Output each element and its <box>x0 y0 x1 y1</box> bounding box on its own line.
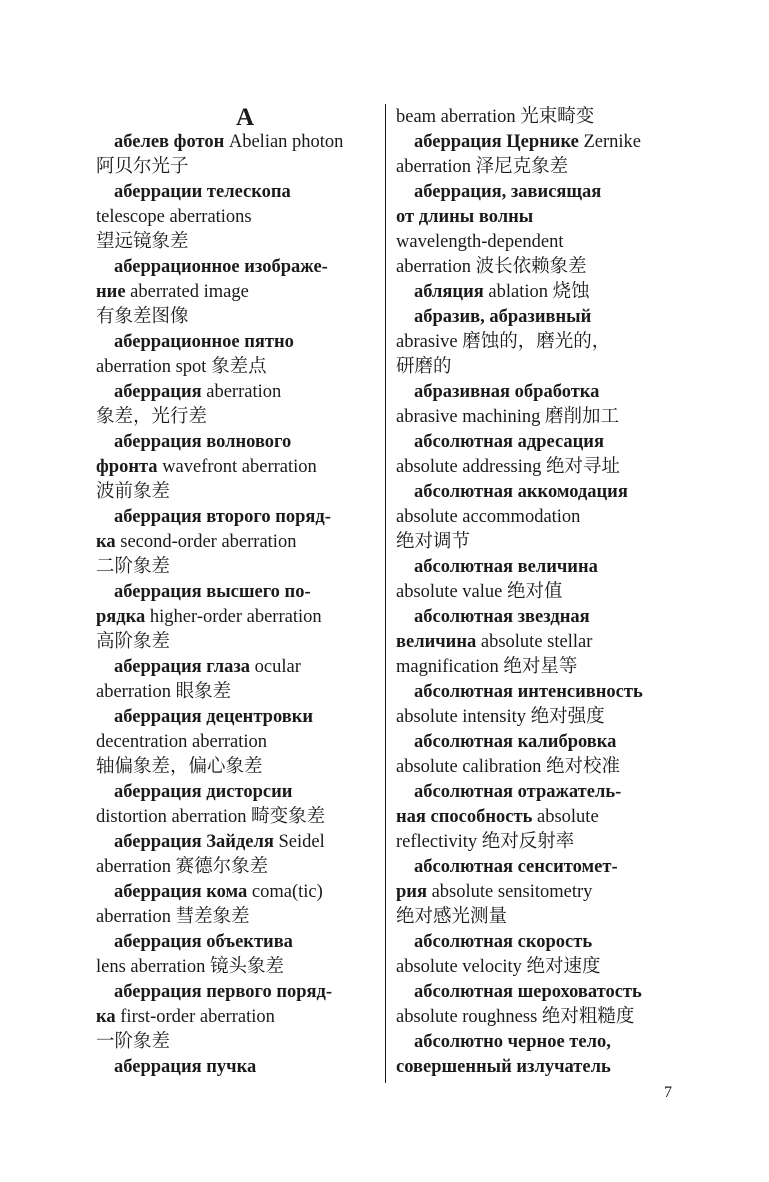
entry-line <box>396 455 686 480</box>
translation: magnification 绝对星等 <box>396 657 578 677</box>
headword: аберрация первого поряд- <box>114 982 333 1002</box>
entry-line <box>96 630 378 655</box>
entry-line <box>396 1055 686 1080</box>
headword: ка <box>96 1007 116 1027</box>
translation: 一阶象差 <box>96 1032 171 1052</box>
entry-line <box>96 905 378 930</box>
headword: абсолютная адресация <box>414 432 604 452</box>
headword: рядка <box>96 607 146 627</box>
headword: абсолютная скорость <box>414 932 593 952</box>
page-number: 7 <box>664 1084 672 1101</box>
entry-line <box>96 680 378 705</box>
entry-line <box>96 380 378 405</box>
entry-line <box>96 655 378 680</box>
entry-line <box>96 955 378 980</box>
headword: абсолютная величина <box>414 557 598 577</box>
entry-line <box>396 105 686 130</box>
entry-line <box>96 155 378 180</box>
translation: absolute addressing 绝对寻址 <box>396 457 621 477</box>
translation: absolute intensity 绝对强度 <box>396 707 605 727</box>
entry-line <box>96 1030 378 1055</box>
headword: абсолютно черное тело, <box>414 1032 611 1052</box>
entry-line <box>396 130 686 155</box>
headword: аберрация Зайделя <box>114 832 274 852</box>
translation: Zernike <box>578 132 642 152</box>
entry-line <box>396 505 686 530</box>
headword: аберрация, зависящая <box>414 182 602 202</box>
entry-line <box>396 530 686 555</box>
entry-line <box>396 255 686 280</box>
entry-line <box>96 880 378 905</box>
entry-line <box>396 280 686 305</box>
translation: lens aberration 镜头象差 <box>96 957 285 977</box>
translation: aberration 彗差象差 <box>96 907 250 927</box>
translation: aberration 波长依赖象差 <box>396 257 587 277</box>
entry-line <box>96 980 378 1005</box>
headword: аберрация децентровки <box>114 707 314 727</box>
entry-line <box>396 430 686 455</box>
entry-line <box>96 580 378 605</box>
translation: absolute calibration 绝对校准 <box>396 757 621 777</box>
entry-line <box>396 955 686 980</box>
entry-line <box>96 555 378 580</box>
entry-line <box>96 705 378 730</box>
entry-line <box>96 930 378 955</box>
translation: absolute value 绝对值 <box>396 582 563 602</box>
headword: величина <box>396 632 477 652</box>
entry-line <box>396 930 686 955</box>
translation: decentration aberration <box>96 732 268 752</box>
entry-line <box>396 405 686 430</box>
entry-line <box>96 530 378 555</box>
headword: аберрация высшего по- <box>114 582 311 602</box>
entry-line <box>96 730 378 755</box>
entry-line <box>396 655 686 680</box>
entry-line <box>396 805 686 830</box>
entry-line <box>396 755 686 780</box>
translation: 高阶象差 <box>96 632 171 652</box>
translation: first-order aberration <box>115 1007 275 1027</box>
headword: аберрации телескопа <box>114 182 291 202</box>
entry-line <box>96 180 378 205</box>
entry-line <box>396 1030 686 1055</box>
translation: 有象差图像 <box>96 307 189 327</box>
left-entries <box>96 130 378 1080</box>
headword: рия <box>396 882 427 902</box>
translation: absolute velocity 绝对速度 <box>396 957 601 977</box>
headword: абсолютная шероховатость <box>414 982 642 1002</box>
entry-line <box>96 1005 378 1030</box>
section-letter: А <box>235 104 255 131</box>
translation: reflectivity 绝对反射率 <box>396 832 575 852</box>
entry-line <box>96 1055 378 1080</box>
entry-line <box>96 230 378 255</box>
entry-line <box>396 780 686 805</box>
entry-line <box>96 455 378 480</box>
headword: аберрация кома <box>114 882 248 902</box>
headword: абразив, абразивный <box>414 307 592 327</box>
entry-line <box>396 155 686 180</box>
entry-line <box>396 305 686 330</box>
entry-line <box>96 830 378 855</box>
headword: аберрация дисторсии <box>114 782 293 802</box>
headword: аберрация второго поряд- <box>114 507 331 527</box>
entry-line <box>96 305 378 330</box>
entry-line <box>96 605 378 630</box>
translation: absolute stellar <box>476 632 593 652</box>
translation: 阿贝尔光子 <box>96 157 189 177</box>
translation: 二阶象差 <box>96 557 171 577</box>
translation: telescope aberrations <box>96 207 252 227</box>
translation: beam aberration 光束畸变 <box>396 107 595 127</box>
translation: ocular <box>250 657 301 677</box>
entry-line <box>396 380 686 405</box>
entry-line <box>396 680 686 705</box>
entry-line <box>96 130 378 155</box>
translation: absolute sensitometry <box>426 882 593 902</box>
entry-line <box>396 855 686 880</box>
translation: wavelength-dependent <box>396 232 564 252</box>
entry-line <box>96 255 378 280</box>
translation: aberration 赛德尔象差 <box>96 857 269 877</box>
headword: аберрация <box>114 382 202 402</box>
translation: aberration 泽尼克象差 <box>396 157 569 177</box>
headword: ние <box>96 282 126 302</box>
entry-line <box>396 705 686 730</box>
translation: absolute accommodation <box>396 507 581 527</box>
translation: 研磨的 <box>396 357 452 377</box>
translation: aberration 眼象差 <box>96 682 232 702</box>
headword: аберрационное пятно <box>114 332 294 352</box>
headword: аберрация пучка <box>114 1057 257 1077</box>
translation: higher-order aberration <box>145 607 322 627</box>
right-entries <box>396 105 686 1080</box>
entry-line <box>96 430 378 455</box>
entry-line <box>396 205 686 230</box>
headword: фронта <box>96 457 158 477</box>
translation: 绝对感光测量 <box>396 907 508 927</box>
translation: aberrated image <box>125 282 249 302</box>
headword: абсолютная аккомодация <box>414 482 628 502</box>
headword: от длины волны <box>396 207 534 227</box>
entry-line <box>96 355 378 380</box>
entry-line <box>96 805 378 830</box>
entry-line <box>96 405 378 430</box>
translation: absolute <box>532 807 599 827</box>
translation: abrasive 磨蚀的，磨光的， <box>396 332 611 352</box>
entry-line <box>396 630 686 655</box>
headword: абелев фотон <box>114 132 225 152</box>
translation: abrasive machining 磨削加工 <box>396 407 619 427</box>
headword: ка <box>96 532 116 552</box>
entry-line <box>396 180 686 205</box>
entry-line <box>396 980 686 1005</box>
entry-line <box>396 580 686 605</box>
entry-line <box>96 505 378 530</box>
translation: 绝对调节 <box>396 532 471 552</box>
headword: аберрация глаза <box>114 657 251 677</box>
entry-line <box>96 280 378 305</box>
entry-line <box>96 755 378 780</box>
entry-line <box>396 555 686 580</box>
translation: 望远镜象差 <box>96 232 189 252</box>
entry-line <box>396 730 686 755</box>
entry-line <box>396 230 686 255</box>
entry-line <box>396 480 686 505</box>
translation: coma(tic) <box>247 882 323 902</box>
right-column <box>396 105 686 1080</box>
headword: ная способность <box>396 807 533 827</box>
entry-line <box>396 830 686 855</box>
headword: аберрация волнового <box>114 432 292 452</box>
headword: абразивная обработка <box>414 382 600 402</box>
left-column <box>96 105 378 1080</box>
translation: Abelian photon <box>224 132 344 152</box>
translation: 象差，光行差 <box>96 407 208 427</box>
translation: distortion aberration 畸变象差 <box>96 807 326 827</box>
entry-line <box>396 880 686 905</box>
headword: абсолютная сенситомет- <box>414 857 618 877</box>
entry-line <box>396 355 686 380</box>
entry-line <box>396 605 686 630</box>
headword: абсолютная отражатель- <box>414 782 622 802</box>
entry-line <box>396 905 686 930</box>
headword: совершенный излучатель <box>396 1057 611 1077</box>
headword: абсолютная интенсивность <box>414 682 643 702</box>
translation: wavefront aberration <box>157 457 317 477</box>
translation: absolute roughness 绝对粗糙度 <box>396 1007 635 1027</box>
translation: aberration spot 象差点 <box>96 357 267 377</box>
headword: абляция <box>414 282 484 302</box>
translation: 波前象差 <box>96 482 171 502</box>
headword: аберрация Цернике <box>414 132 579 152</box>
headword: абсолютная калибровка <box>414 732 617 752</box>
entry-line <box>96 205 378 230</box>
headword: абсолютная звездная <box>414 607 590 627</box>
entry-line <box>96 855 378 880</box>
headword: аберрационное изображе- <box>114 257 328 277</box>
headword: аберрация объектива <box>114 932 293 952</box>
entry-line <box>396 330 686 355</box>
column-divider <box>385 104 386 1083</box>
translation: 轴偏象差，偏心象差 <box>96 757 263 777</box>
translation: Seidel <box>273 832 325 852</box>
entry-line <box>96 480 378 505</box>
translation: ablation 烧蚀 <box>483 282 590 302</box>
entry-line <box>96 780 378 805</box>
entry-line <box>396 1005 686 1030</box>
translation: aberration <box>201 382 282 402</box>
translation: second-order aberration <box>115 532 297 552</box>
entry-line <box>96 330 378 355</box>
